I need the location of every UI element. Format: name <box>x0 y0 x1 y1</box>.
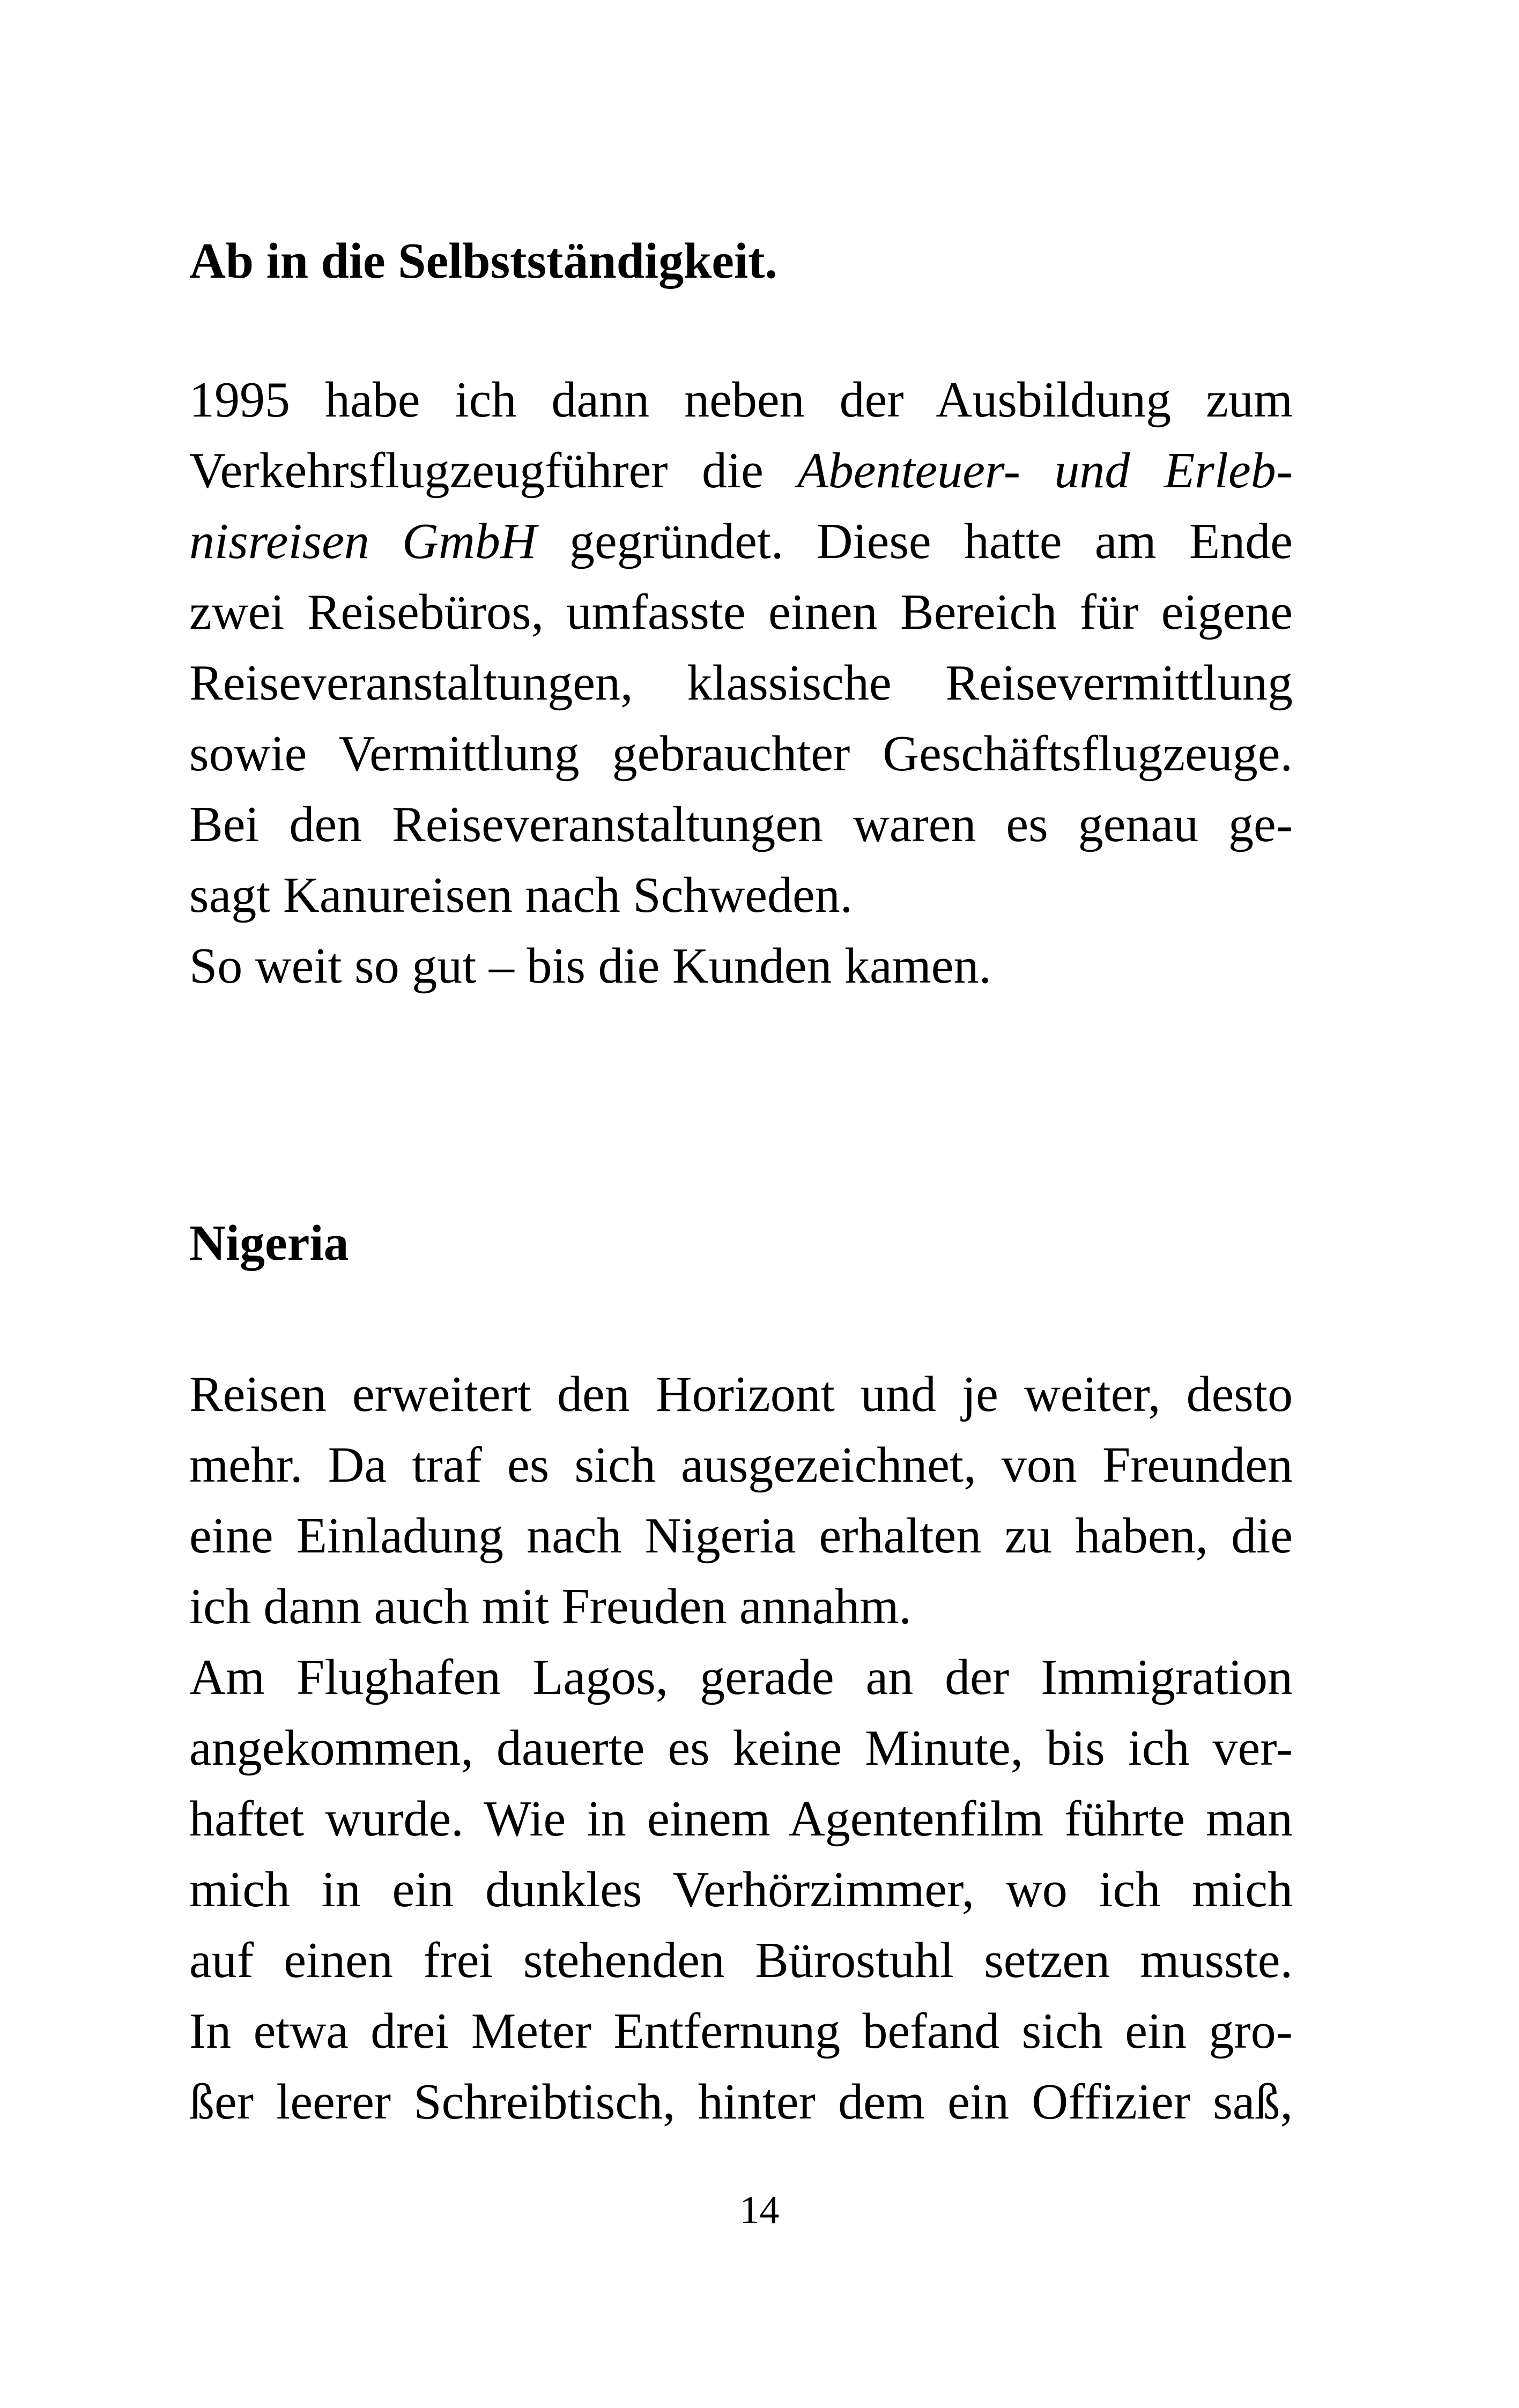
company-name-italic: Abenteuer- und Erleb- <box>797 443 1293 499</box>
body-text-line: sowie Vermittlung gebrauchter Geschäftsflugzeuge. <box>189 726 1293 782</box>
body-text-line: Bei den Reiseveranstaltungen waren es genau ge- <box>189 797 1293 852</box>
page-number: 14 <box>739 2188 780 2232</box>
body-text-line: eine Einladung nach Nigeria erhalten zu haben, die <box>189 1508 1293 1564</box>
body-text-line: Reisen erweitert den Horizont und je weiter, desto <box>189 1366 1293 1422</box>
company-name-italic: nisreisen GmbH <box>189 514 537 569</box>
body-text-line: nisreisen GmbH gegründet. Diese hatte am Ende <box>189 514 1293 569</box>
body-text-line: Am Flughafen Lagos, gerade an der Immigration <box>189 1649 1293 1705</box>
body-text-line: So weit so gut – bis die Kunden kamen. <box>189 938 992 994</box>
body-text-line: auf einen frei stehenden Bürostuhl setzen musste. <box>189 1933 1293 1988</box>
body-text-line: haftet wurde. Wie in einem Agentenfilm führte man <box>189 1791 1293 1847</box>
section-heading: Nigeria <box>189 1215 349 1271</box>
body-text-line: 1995 habe ich dann neben der Ausbildung zum <box>189 372 1293 428</box>
body-text-line: ßer leerer Schreibtisch, hinter dem ein Offizier saß, <box>189 2074 1293 2130</box>
section-heading: Ab in die Selbstständigkeit. <box>189 233 777 289</box>
body-text-line: mich in ein dunkles Verhörzimmer, wo ich mich <box>189 1862 1293 1918</box>
body-text-line: zwei Reisebüros, umfasste einen Bereich für eigene <box>189 584 1293 640</box>
body-text-line: Verkehrsflugzeugführer die Abenteuer- und Erleb- <box>189 443 1293 499</box>
body-text-line: angekommen, dauerte es keine Minute, bis ich ver- <box>189 1720 1293 1776</box>
body-text-line: sagt Kanureisen nach Schweden. <box>189 867 853 923</box>
body-text-line: mehr. Da traf es sich ausgezeichnet, von Freunden <box>189 1437 1293 1493</box>
body-text-line: ich dann auch mit Freuden annahm. <box>189 1579 912 1634</box>
body-text-line: In etwa drei Meter Entfernung befand sich ein gro- <box>189 2003 1293 2059</box>
body-text-line: Reiseveranstaltungen, klassische Reisevermittlung <box>189 655 1293 711</box>
